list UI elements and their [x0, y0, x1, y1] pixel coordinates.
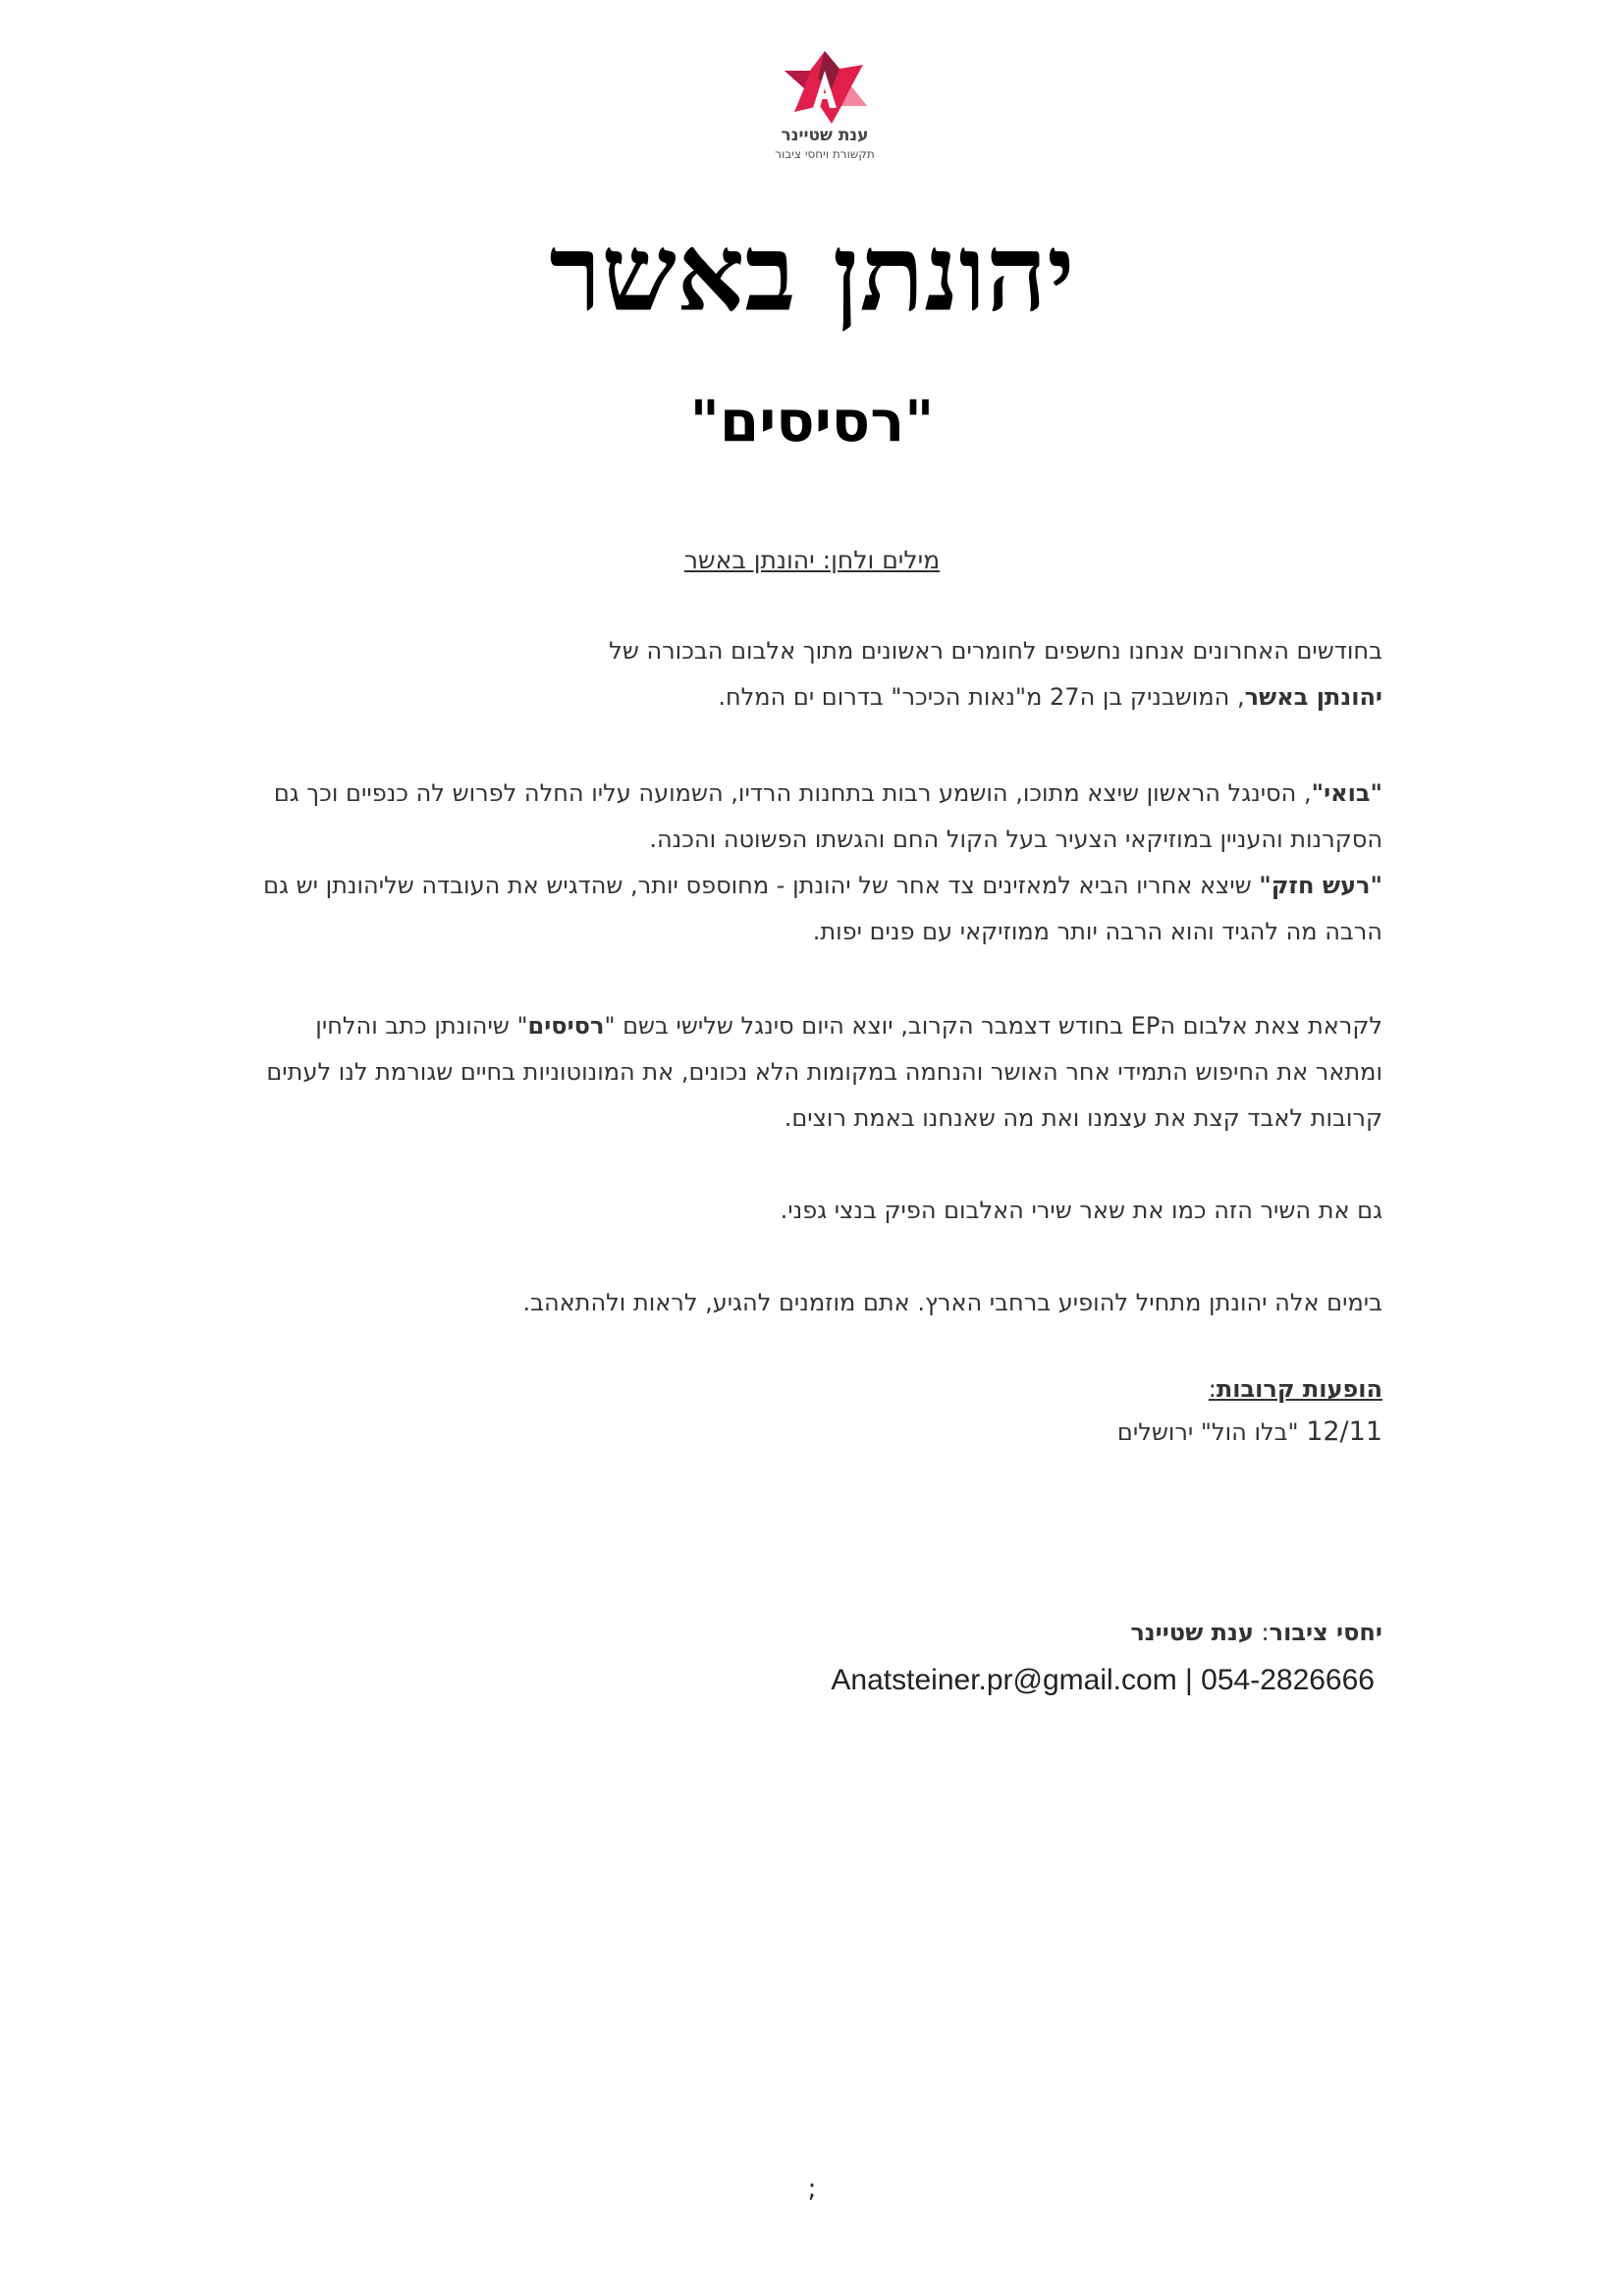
shows-intro-text: בימים אלה יהונתן מתחיל להופיע ברחבי הארץ. אתם מוזמנים להגיע, לראות ולהתאהב.	[522, 1289, 1382, 1316]
show-date: 12/11	[1306, 1416, 1382, 1447]
intro-paragraph	[244, 628, 1382, 721]
single-2-text	[244, 863, 1382, 955]
contact-name: ענת שטיינר	[1130, 1619, 1254, 1646]
intro-line-2	[244, 674, 1382, 721]
brand-logo	[771, 49, 879, 162]
intro-line-1: בחודשים האחרונים אנחנו נחשפים לחומרים ראשונים מתוך אלבום הבכורה של	[609, 637, 1382, 665]
third-single-text-after: " שיהונתן כתב והלחין ומתאר את החיפוש התמידי אחר האושר והנחמה במקומות הלא נכונים, את המונוטוניות בחיים שגורמת לנו לעתים קרובות לאבד קצת את עצמנו ואת מה שאנחנו באמת רוצים.	[266, 1012, 1382, 1132]
third-single-paragraph	[244, 1003, 1382, 1142]
contact-label: יחסי ציבור	[1269, 1619, 1382, 1646]
contact-line	[244, 1610, 1382, 1656]
upcoming-heading-label: הופעות קרובות	[1216, 1375, 1382, 1403]
brand-tagline: תקשורת ויחסי ציבור	[775, 147, 875, 161]
single-1-text	[244, 771, 1382, 863]
artist-name: יהונתן באשר	[1244, 683, 1382, 711]
upcoming-shows	[244, 1367, 1382, 1454]
single-1-description: , הסינגל הראשון שיצא מתוכו, הושמע רבות בתחנות הרדיו, השמועה עליו החלה לפרוש לה כנפיים וכך גם הסקרנות והעניין במוזיקאי הצעיר בעל הקול החם והגשתו הפשוטה והכנה.	[273, 779, 1382, 853]
song-title: "רסיסים"	[689, 388, 935, 454]
letter-a-star-logo-icon	[781, 49, 869, 126]
intro-line-2-text: , המושבניק בן ה27 מ"נאות הכיכר" בדרום ים המלח.	[718, 683, 1245, 711]
contact-block	[244, 1610, 1382, 1656]
third-single-name: רסיסים	[527, 1012, 605, 1040]
brand-name: ענת שטיינר	[781, 126, 869, 145]
contact-colon: :	[1253, 1619, 1270, 1646]
producer-text: גם את השיר הזה כמו את שאר שירי האלבום הפיק בנצי גפני.	[780, 1197, 1382, 1224]
upcoming-heading-colon: :	[1208, 1375, 1217, 1403]
single-2-description: שיצא אחריו הביא למאזינים צד אחר של יהונתן - מחוספס יותר, שהדגיש את העובדה שליהונתן יש גם הרבה מה להגיד והוא הרבה יותר ממוזיקאי עם פנים יפות.	[263, 872, 1382, 945]
credits-line: מילים ולחן: יהונתן באשר	[683, 546, 941, 574]
single-2-name: "רעש חזק"	[1259, 872, 1382, 899]
shows-paragraph	[244, 1280, 1382, 1326]
page-mark: ;	[807, 2174, 817, 2204]
upcoming-heading	[244, 1367, 1382, 1411]
page-title: יהונתן באשר	[549, 212, 1075, 336]
contact-email-phone[interactable]: Anatsteiner.pr@gmail.com | 054-2826666	[831, 1664, 1375, 1696]
show-item	[244, 1411, 1382, 1454]
third-single-text-before: לקראת צאת אלבום הEP בחודש דצמבר הקרוב, יוצא היום סינגל שלישי בשם "	[604, 1012, 1382, 1040]
singles-paragraph	[244, 771, 1382, 955]
producer-paragraph	[244, 1188, 1382, 1234]
show-venue: "בלו הול" ירושלים	[1116, 1418, 1307, 1446]
single-1-name: "בואי"	[1311, 779, 1382, 807]
